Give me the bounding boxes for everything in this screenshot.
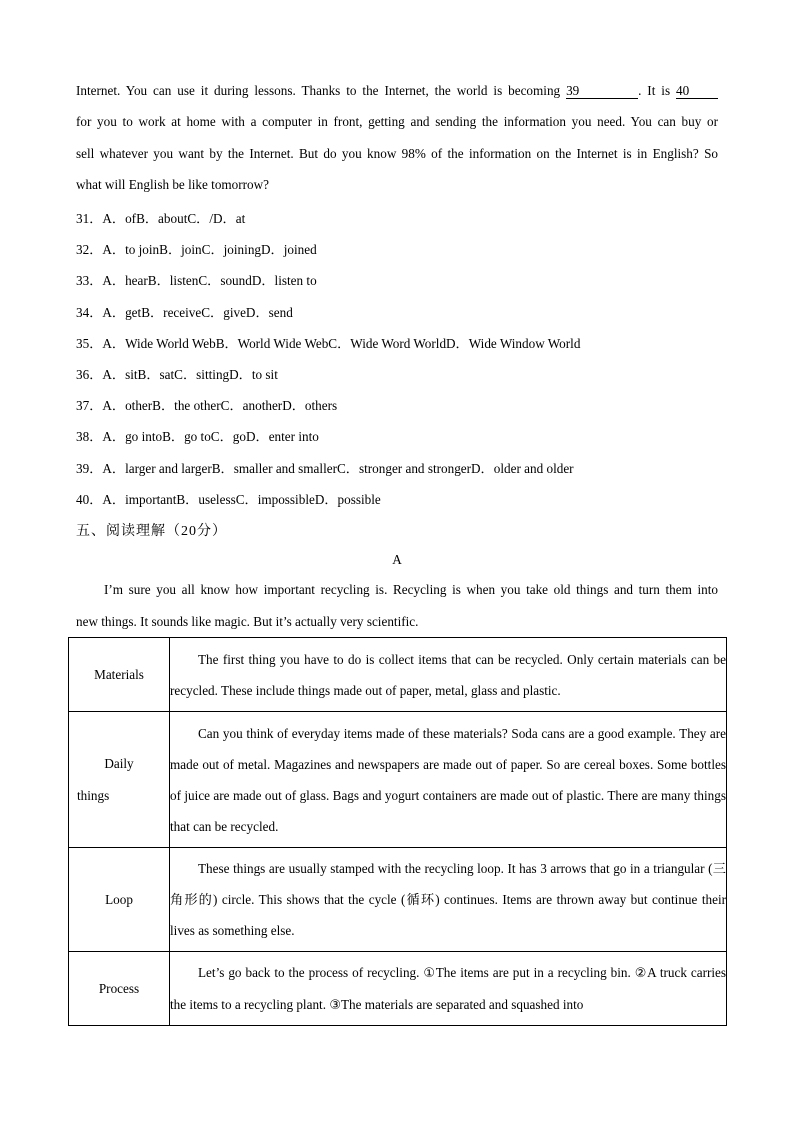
row-label-daily-things [69, 712, 170, 848]
table-row [69, 952, 727, 1026]
table-row [69, 712, 727, 848]
step-1-icon: ① [423, 965, 436, 981]
passage-intro-line-1: I’m sure you all know how important recycling is. Recycling is when you take old things and turn them into [104, 582, 718, 597]
recycling-table [68, 637, 727, 1026]
passage-letter: A [392, 552, 402, 567]
question-option-36: 36．A．sitB．satC．sittingD．to sit [76, 367, 278, 382]
question-option-34: 34．A．getB．receiveC．giveD．send [76, 305, 293, 320]
passage-text: . It is [638, 83, 671, 98]
answer-blank-40: 40 [676, 84, 718, 99]
question-option-39: 39．A．larger and largerB．smaller and smallerC．stronger and strongerD．older and older [76, 461, 574, 476]
step-3-icon: ③ [329, 997, 341, 1013]
table-row [69, 848, 727, 952]
row-text: Can you think of everyday items made of these materials? Soda cans are a good example. They are made out of metal. Magazines and newspapers are made out of paper. So are cereal boxes. Some bottles of juice are made out of glass. Bags and yogurt containers are made out of plastic. There are many things that can be recycled. [170, 725, 726, 834]
row-label-process: Process [69, 952, 170, 1026]
row-text: The first thing you have to do is collect items that can be recycled. Only certain materials can be recycled. These include things made out of paper, metal, glass and plastic. [170, 651, 726, 698]
answer-blank-39: 39 [566, 84, 638, 99]
row-text: The items are put in a recycling bin. [435, 964, 631, 980]
passage-intro-line-2: new things. It sounds like magic. But it’s actually very scientific. [76, 614, 419, 629]
question-option-33: 33．A．hearB．listenC．soundD．listen to [76, 273, 317, 288]
question-option-38: 38．A．go intoB．go toC．goD．enter into [76, 429, 319, 444]
row-content-loop [170, 848, 727, 952]
passage-line-1 [76, 83, 718, 99]
question-option-35: 35．A．Wide World WebB．World Wide WebC．Wide Word WorldD．Wide Window World [76, 336, 581, 351]
question-option-37: 37．A．otherB．the otherC．anotherD．others [76, 398, 338, 413]
row-content-materials [170, 638, 727, 712]
row-content-daily-things [170, 712, 727, 848]
question-option-31: 31．A．ofB．aboutC．/D．at [76, 211, 246, 226]
row-text: The materials are separated and squashed into [340, 996, 584, 1012]
row-text: Let’s go back to the process of recycling. [198, 964, 420, 980]
step-2-icon: ② [634, 965, 648, 981]
passage-line-4: what will English be like tomorrow? [76, 177, 270, 192]
passage-text: Internet. You can use it during lessons. Thanks to the Internet, the world is becoming [76, 83, 561, 98]
passage-line-2: for you to work at home with a computer in front, getting and sending the information you need. You can buy or [76, 114, 718, 129]
section-title: 五、阅读理解（20分） [76, 524, 227, 539]
question-option-40: 40．A．importantB．uselessC．impossibleD．possible [76, 492, 381, 507]
row-text: These things are usually stamped with the recycling loop. It has 3 arrows that go in a triangular (三角形的) circle. This shows that the cycle (循环) continues. Items are thrown away but continue their lives as something else. [170, 861, 726, 938]
row-label-loop: Loop [69, 848, 170, 952]
label-line: Daily [104, 755, 134, 771]
row-text: A truck carries the items to a recycling plant. [170, 964, 727, 1012]
row-content-process [170, 952, 727, 1026]
table-row [69, 638, 727, 712]
passage-line-3: sell whatever you want by the Internet. But do you know 98% of the information on the Internet is in English? So [76, 146, 718, 161]
row-label-materials: Materials [69, 638, 170, 712]
question-option-32: 32．A．to joinB．joinC．joiningD．joined [76, 242, 317, 257]
label-line: things [77, 787, 110, 803]
